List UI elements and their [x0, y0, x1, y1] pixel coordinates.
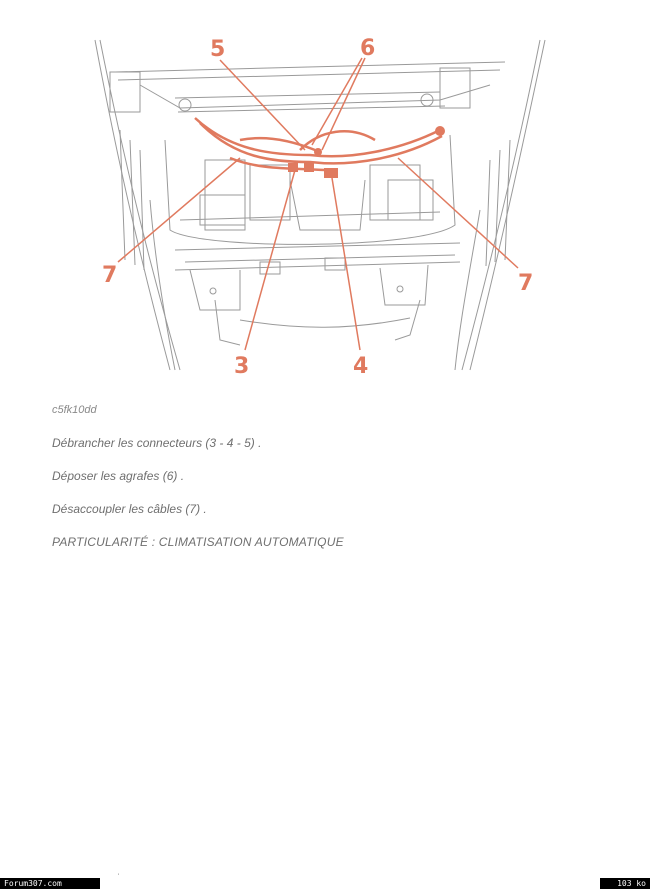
callout-5: 5 — [210, 37, 226, 62]
step-remove-clips: Déposer les agrafes (6) . — [52, 469, 185, 483]
step-disconnect-connectors: Débrancher les connecteurs (3 - 4 - 5) . — [52, 436, 262, 450]
footer-file-size: 103 ko — [600, 878, 650, 889]
connectors — [288, 126, 445, 178]
callout-7-left: 7 — [102, 263, 118, 288]
step-uncouple-cables: Désaccoupler les câbles (7) . — [52, 502, 207, 516]
dashboard-wiring-figure — [0, 0, 650, 380]
footer-mark: ' — [118, 874, 120, 880]
figure-reference: c5fk10dd — [52, 404, 97, 416]
callout-6: 6 — [360, 36, 376, 61]
cable-harness — [195, 118, 442, 170]
callout-3: 3 — [234, 354, 250, 379]
callout-4: 4 — [353, 354, 369, 379]
footer-site-label: Forum307.com — [0, 878, 100, 889]
leader-lines — [118, 58, 518, 350]
section-heading: PARTICULARITÉ : CLIMATISATION AUTOMATIQUE — [52, 535, 344, 549]
callout-7-right: 7 — [518, 271, 534, 296]
console-drawing — [95, 40, 545, 370]
